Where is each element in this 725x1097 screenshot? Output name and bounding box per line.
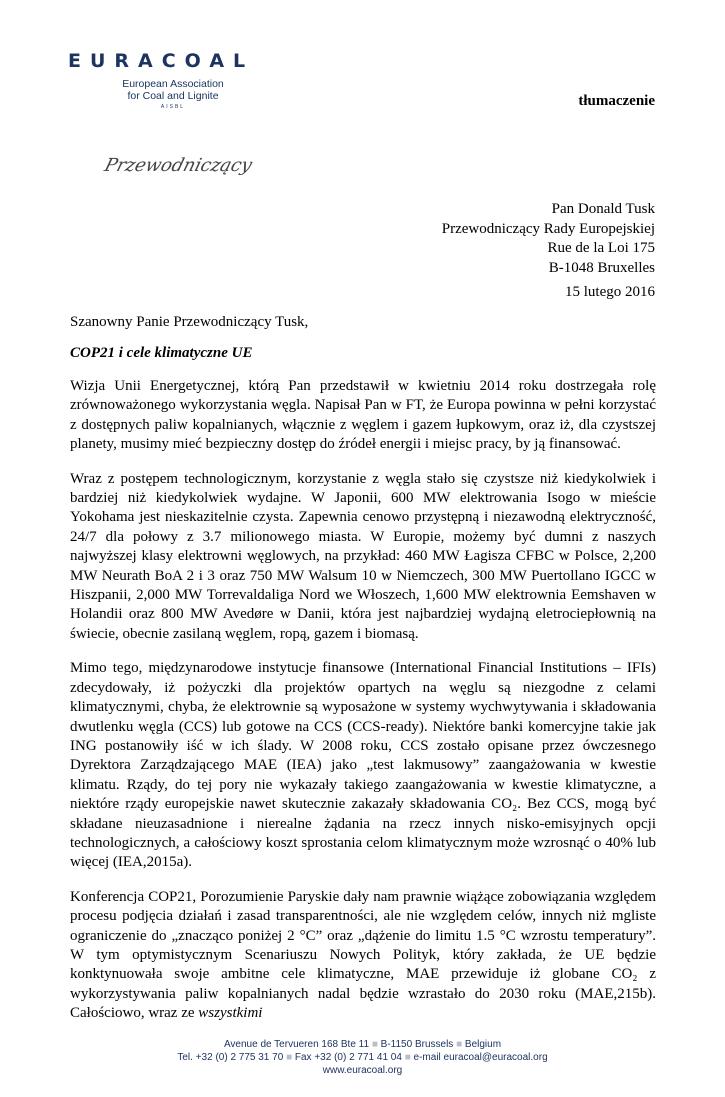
footer-city: B-1150 Brussels xyxy=(380,1038,454,1050)
letter-date: 15 lutego 2016 xyxy=(565,284,655,300)
paragraph-text: Konferencja COP21, Porozumienie Paryskie dały nam prawnie wiążące zobowiązania względem procesu podjęcia działań i zasad transparentności, ale nie względem celów, innych niż mgliste ograniczenie do „znacząco poniżej 2 °C” oraz „dążenie do limitu 1.5 °C wzrostu temperatury”. W tym optymistycznym Scenariuszu Nowych Polityk, który zakłada, że UE będzie konktynuowała swoje ambitne cele klimatyczne, MAE przewiduje iż globane CO₂ z wykorzystywania paliw kopalnianych nadal będzie wzrastało do 2030 roku (MAE,215b). Całościowo, wraz ze xyxy=(70,888,656,1022)
recipient-line: Rue de la Loi 175 xyxy=(547,240,655,256)
separator-icon: ■ xyxy=(456,1038,463,1050)
logo-subtitle-1: European Association xyxy=(122,78,224,90)
letter-body xyxy=(70,377,656,1024)
paragraph: Mimo tego, międzynarodowe instytucje finansowe (International Financial Institutions – IFIs) zdecydowały, iż pożyczki dla projektów opartych na węglu są niezgodne z celami klimatycznymi, chyba, że elektrownie są wyposażone w systemy wychwytywania i składowania dwutlenku węgla (CCS) lub gotowe na CCS (CCS-ready). Niektóre banki komercyjne takie jak ING postanowiły iść w ich ślady. W 2008 roku, CCS zostało opisane przez ówczesnego Dyrektora Zarządzającego MAE (IEA) jako „test lakmusowy” zaangażowania w kwestie klimatu. Rządy, do tej pory nie wykazały takiego zaangażowania w kwestie klimatyczne, a niektóre rządy europejskie nawet skutecznie zakazały składowania CO₂. Bez CCS, mogą być składane nieuzasadnione i nierealne żądania na rzecz innych nisko-emisyjnych opcji technologicznych, a całościowy koszt sprostania celom klimatycznym może wzrosnąć o 40% lub więcej (IEA,2015a). xyxy=(70,660,656,871)
separator-icon: ■ xyxy=(404,1051,411,1063)
paragraph xyxy=(70,888,656,1024)
footer xyxy=(0,1038,725,1077)
recipient-line: Przewodniczący Rady Europejskiej xyxy=(441,220,655,237)
logo-aisbl: AISBL xyxy=(160,104,186,110)
footer-web[interactable]: www.euracoal.org xyxy=(322,1064,403,1076)
logo-wordmark: EURACOAL xyxy=(68,50,255,72)
paragraph: Wizja Unii Energetycznej, którą Pan przedstawił w kwietniu 2014 roku dostrzegała rolę zrównoważonego wykorzystania węgla. Napisał Pan w FT, że Europa powinna w pełni korzystać z dostępnych paliw kopalnianych, włącznie z węglem i gazem łupkowym, oraz iż, dla czystszej planety, musimy mieć bezpieczny dostęp do źródeł energii i miejsc pracy, by ją finansować. xyxy=(70,378,656,453)
separator-icon: ■ xyxy=(371,1038,378,1050)
footer-email[interactable]: e-mail euracoal@euracoal.org xyxy=(413,1051,548,1063)
paragraph-italic-tail: wszystkimi xyxy=(198,1005,263,1022)
footer-country: Belgium xyxy=(464,1038,502,1050)
recipient-line: Pan Donald Tusk xyxy=(551,201,655,217)
recipient-address xyxy=(442,200,655,278)
footer-tel: Tel. +32 (0) 2 775 31 70 xyxy=(177,1051,284,1063)
footer-fax: Fax +32 (0) 2 771 41 04 xyxy=(294,1051,402,1063)
salutation: Szanowny Panie Przewodniczący Tusk, xyxy=(70,314,309,330)
logo-subtitle-2: for Coal and Lignite xyxy=(127,90,219,102)
paragraph: Wraz z postępem technologicznym, korzystanie z węgla stało się czystsze niż kiedykolwiek i bardziej niż kiedykolwiek wydajne. W Japonii, 600 MW elektrowania Isogo w mieście Yokohama jest nieskazitelnie czysta. Zapewnia cenowo przystępną i niezawodną elektryczność, 24/7 dla połowy z 3.7 milionowego miasta. W Europie, możemy być dumni z naszych najwyższej klasy elektrowni węglowych, na przykład: 460 MW Łagisza CFBC w Polsce, 2,200 MW Neurath BoA 2 i 3 oraz 750 MW Walsum 10 w Niemczech, 300 MW Puertollano IGCC w Hiszpanii, 2,000 MW Torrevaldaliga Nord we Włoszech, 1,600 MW elektrownia Eemshaven w Holandii oraz 800 MW Avedøre w Danii, która jest najbardziej wydajną eletrociepłownią na świecie, obecnie zasilaną węglem, ropą, gazem i biomasą. xyxy=(70,470,656,642)
translation-tag: tłumaczenie xyxy=(578,93,655,109)
footer-street: Avenue de Tervueren 168 Bte 11 xyxy=(223,1038,370,1050)
footer-address xyxy=(0,1038,725,1051)
recipient-line: B-1048 Bruxelles xyxy=(548,259,655,276)
footer-contact xyxy=(0,1051,725,1064)
separator-icon: ■ xyxy=(286,1051,293,1063)
subject-line: COP21 i cele klimatyczne UE xyxy=(70,345,253,361)
euracoal-logo xyxy=(68,50,268,110)
signature-title: Przewodniczący xyxy=(102,155,255,176)
